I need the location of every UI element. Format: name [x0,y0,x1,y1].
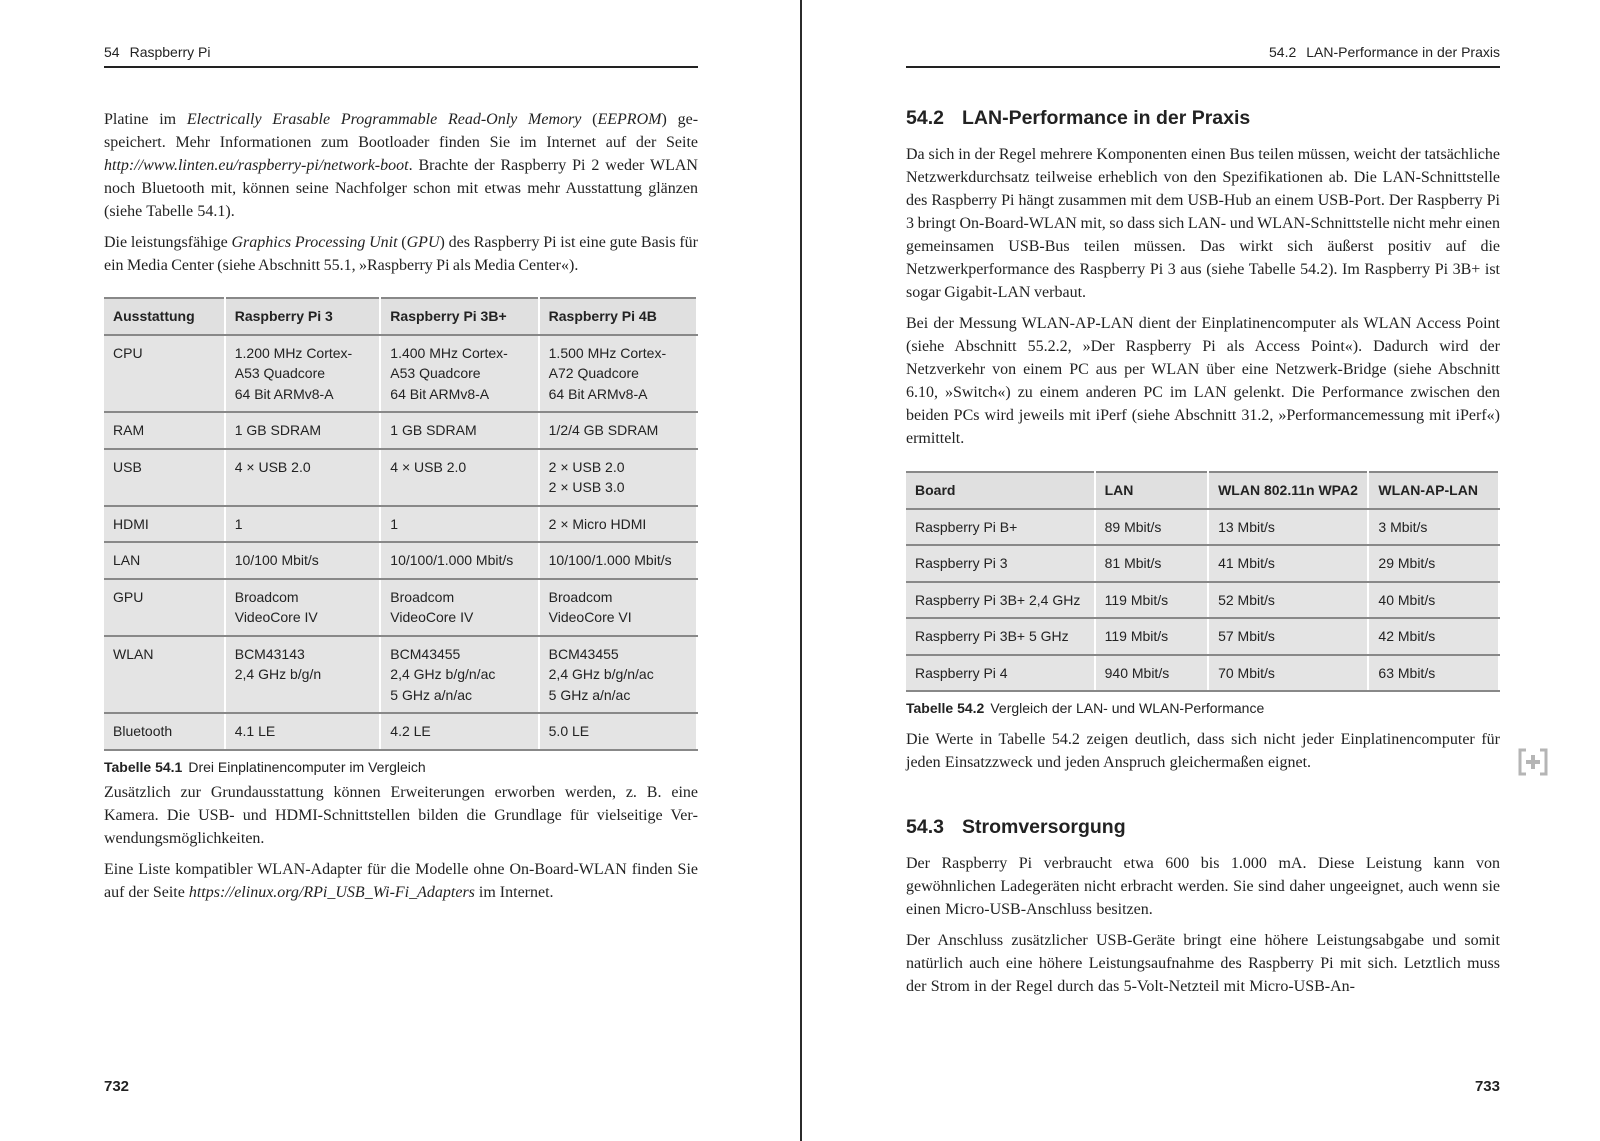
comparison-table [104,297,698,751]
table-cell: 940 Mbit/s [1095,655,1208,692]
running-header-right [906,44,1500,68]
table-cell: Bluetooth [104,713,225,750]
caption-label: Tabelle 54.2 [906,700,985,716]
table-row [104,636,697,714]
table-cell: Broadcom VideoCore VI [539,579,697,636]
text-run: Der Anschluss zusätzlicher USB-Geräte bringt eine höhere Leistungsabgabe und somit natürlich auch eine höhere Leistungsaufnahme des Raspberry Pi mit sich. Letztlich muss der Strom in der Regel durch das 5-Volt-Netzteil mit Micro-USB-An- [906,932,1500,995]
table-cell: 10/100/1.000 Mbit/s [380,542,538,579]
table-cell: Raspberry Pi 4 [906,655,1095,692]
section-heading [906,816,1500,839]
column-header: Board [906,472,1095,509]
table-row [104,335,697,413]
table-cell: 10/100/1.000 Mbit/s [539,542,697,579]
table-cell: 57 Mbit/s [1208,618,1368,655]
table-cell: 3 Mbit/s [1368,509,1499,546]
paragraph [104,781,698,850]
emphasis-text: Graphics Processing Unit [231,234,398,251]
table-row [104,449,697,506]
table-cell: Broadcom VideoCore IV [380,579,538,636]
header-title: LAN-Performance in der Praxis [1306,44,1500,60]
text-run: Platine im [104,111,187,128]
table-cell: 4 × USB 2.0 [380,449,538,506]
paragraph [906,312,1500,450]
table-cell: 81 Mbit/s [1095,545,1208,582]
text-run: Zusätzlich zur Grundausstattung können Erweiterungen erworben werden, z. B. eine Kamera. Die USB- und HDMI-Schnittstellen bilden die Grundlage für vielseitige Verwendungsmöglichkeiten. [104,784,698,847]
performance-table [906,471,1500,692]
table-row [906,655,1499,692]
table-header-row [104,298,697,335]
paragraph [104,858,698,904]
left-table-block [104,297,698,775]
text-run: Bei der Messung WLAN-AP-LAN dient der Einplatinencomputer als WLAN Access Point (siehe Abschnitt 55.2.2, »Der Raspberry Pi als Access Point«). Dadurch wird der Netzverkehr von einem PC aus per WLAN über eine Netzwerk-Bridge (siehe Abschnitt 6.10, »Switch«) zu einem anderen PC im LAN gelenkt. Die Performance zwischen den beiden PCs wird jeweils mit iPerf (siehe Abschnitt 31.2, »Performancemessung mit iPerf«) ermittelt. [906,315,1500,447]
caption-text: Drei Einplatinencomputer im Vergleich [188,758,426,775]
right-section-1 [906,107,1500,458]
emphasis-text: GPU [406,234,440,251]
table-cell: 40 Mbit/s [1368,582,1499,619]
table-cell: 52 Mbit/s [1208,582,1368,619]
paragraph [104,231,698,277]
table-row [104,542,697,579]
table-caption [906,700,1500,716]
text-run: Die Werte in Tabelle 54.2 zeigen deutlich, dass sich nicht jeder Einplatinencomputer für jeden Einsatzzweck und jeden Anspruch gleichermaßen eignet. [906,731,1500,771]
table-cell: LAN [104,542,225,579]
table-cell: GPU [104,579,225,636]
emphasis-text: Electrically Erasable Programmable Read-Only Memory [186,111,582,128]
text-run: ) gespeichert. Mehr Informationen zum Bootloader finden Sie im Internet auf der Seite [104,111,699,151]
table-cell: 63 Mbit/s [1368,655,1499,692]
table-cell: Raspberry Pi 3B+ 2,4 GHz [906,582,1095,619]
running-header-left [104,44,698,68]
column-header: WLAN-AP-LAN [1368,472,1499,509]
plus-bracket-icon [1518,748,1548,776]
table-cell: BCM43455 2,4 GHz b/g/n/ac 5 GHz a/n/ac [539,636,697,714]
table-cell: CPU [104,335,225,413]
column-header: Ausstattung [104,298,225,335]
section-number: 54.3 [906,816,944,838]
table-cell: 4.2 LE [380,713,538,750]
table-cell: WLAN [104,636,225,714]
table-cell: 1 [380,506,538,543]
table-cell: 42 Mbit/s [1368,618,1499,655]
section-heading [906,107,1500,130]
table-cell: 1.200 MHz Cortex- A53 Quadcore 64 Bit ARMv8-A [225,335,381,413]
table-cell: 1/2/4 GB SDRAM [539,412,697,449]
caption-label: Tabelle 54.1 [104,758,183,775]
table-cell: 1 GB SDRAM [380,412,538,449]
paragraph [906,929,1500,998]
table-cell: 2 × USB 2.0 2 × USB 3.0 [539,449,697,506]
table-cell: 1.500 MHz Cortex- A72 Quadcore 64 Bit ARMv8-A [539,335,697,413]
text-run: Eine Liste kompatibler WLAN-Adapter für die Modelle ohne On-Board-WLAN finden Sie auf der Seite [104,861,698,901]
column-header: Raspberry Pi 3 [225,298,381,335]
column-header: LAN [1095,472,1208,509]
paragraph [104,108,698,223]
column-header: Raspberry Pi 4B [539,298,697,335]
table-row [906,618,1499,655]
right-section-2 [906,816,1500,1006]
table-cell: 4 × USB 2.0 [225,449,381,506]
caption-text: Vergleich der LAN- und WLAN-Performance [990,700,1265,716]
table-cell: 13 Mbit/s [1208,509,1368,546]
paragraph [906,852,1500,921]
text-run: Da sich in der Regel mehrere Komponenten einen Bus teilen müssen, weicht der tatsächliche Netzwerkdurchsatz teilweise erheblich von den Spezifikationen ab. Die LAN-Schnittstelle des Raspberry Pi hängt zusammen mit dem USB-Hub an einem USB-Port. Der Raspberry Pi 3 bringt On-Board-WLAN mit, so dass sich LAN- und WLAN-Schnittstelle nicht mehr einen gemeinsamen USB-Bus teilen müssen. Das wirkt sich äußerst positiv auf die Netzwerkperformance des Raspberry Pi 3 aus (siehe Tabelle 54.2). Im Raspberry Pi 3B+ ist sogar Gigabit-LAN verbaut. [906,146,1500,301]
table-row [104,579,697,636]
table-cell: Broadcom VideoCore IV [225,579,381,636]
table-cell: 10/100 Mbit/s [225,542,381,579]
table-cell: 119 Mbit/s [1095,618,1208,655]
paragraph [906,728,1500,774]
header-page-number: 54 [104,44,120,60]
table-cell: 119 Mbit/s [1095,582,1208,619]
table-cell: USB [104,449,225,506]
table-caption [104,759,698,775]
right-page [801,0,1600,1141]
table-cell: 41 Mbit/s [1208,545,1368,582]
text-run: ) des Raspberry Pi ist eine gute Basis für ein Media Center (siehe Abschnitt 55.1, »Raspberry Pi als Media Center«). [104,234,698,274]
table-cell: 4.1 LE [225,713,381,750]
table-cell: 89 Mbit/s [1095,509,1208,546]
left-body-top [104,108,698,285]
emphasis-text: EEPROM [597,111,662,128]
table-cell: Raspberry Pi B+ [906,509,1095,546]
table-cell: 2 × Micro HDMI [539,506,697,543]
text-run: Die leistungsfähige [104,234,232,251]
table-cell: 1 GB SDRAM [225,412,381,449]
header-section-number: 54.2 [1269,44,1297,60]
header-title: Raspberry Pi [129,44,211,60]
left-body-bottom [104,781,698,912]
right-table-block [906,471,1500,716]
table-row [906,509,1499,546]
text-run: im Internet. [474,884,554,901]
table-row [104,713,697,750]
text-run: Der Raspberry Pi verbraucht etwa 600 bis 1.000 mA. Diese Leistung kann von gewöhnlichen Ladegeräten nicht erbracht werden. Sie sind daher ungeeignet, auch wenn sie einen Micro-USB-Anschluss besitzen. [906,855,1500,918]
right-body-mid [906,728,1500,782]
table-row [906,545,1499,582]
paragraph [906,143,1500,304]
table-row [104,506,697,543]
table-cell: RAM [104,412,225,449]
text-run: . Brachte der Raspberry Pi 2 weder WLAN noch Bluetooth mit, können seine Nachfolger schon mit etwas mehr Ausstattung glänzen (siehe Tabelle 54.1). [104,157,698,220]
table-header-row [906,472,1499,509]
page-number: 733 [1474,1078,1500,1095]
section-number: 54.2 [906,107,944,129]
table-cell: 5.0 LE [539,713,697,750]
text-run: ( [397,234,407,251]
section-title: LAN-Performance in der Praxis [962,107,1251,129]
table-cell: HDMI [104,506,225,543]
table-cell: Raspberry Pi 3B+ 5 GHz [906,618,1095,655]
table-cell: BCM43143 2,4 GHz b/g/n [225,636,381,714]
table-cell: 29 Mbit/s [1368,545,1499,582]
section-title: Stromversorgung [962,816,1126,838]
table-cell: Raspberry Pi 3 [906,545,1095,582]
emphasis-text: https://elinux.org/RPi_USB_Wi-Fi_Adapters [188,884,475,901]
table-cell: 1 [225,506,381,543]
text-run: ( [581,111,598,128]
column-header: Raspberry Pi 3B+ [380,298,538,335]
table-cell: 1.400 MHz Cortex- A53 Quadcore 64 Bit ARMv8-A [380,335,538,413]
table-row [104,412,697,449]
table-row [906,582,1499,619]
table-cell: BCM43455 2,4 GHz b/g/n/ac 5 GHz a/n/ac [380,636,538,714]
table-cell: 70 Mbit/s [1208,655,1368,692]
emphasis-text: http://www.linten.eu/raspberry-pi/network-boot [104,157,409,174]
column-header: WLAN 802.11n WPA2 [1208,472,1368,509]
page-number: 732 [104,1078,130,1095]
